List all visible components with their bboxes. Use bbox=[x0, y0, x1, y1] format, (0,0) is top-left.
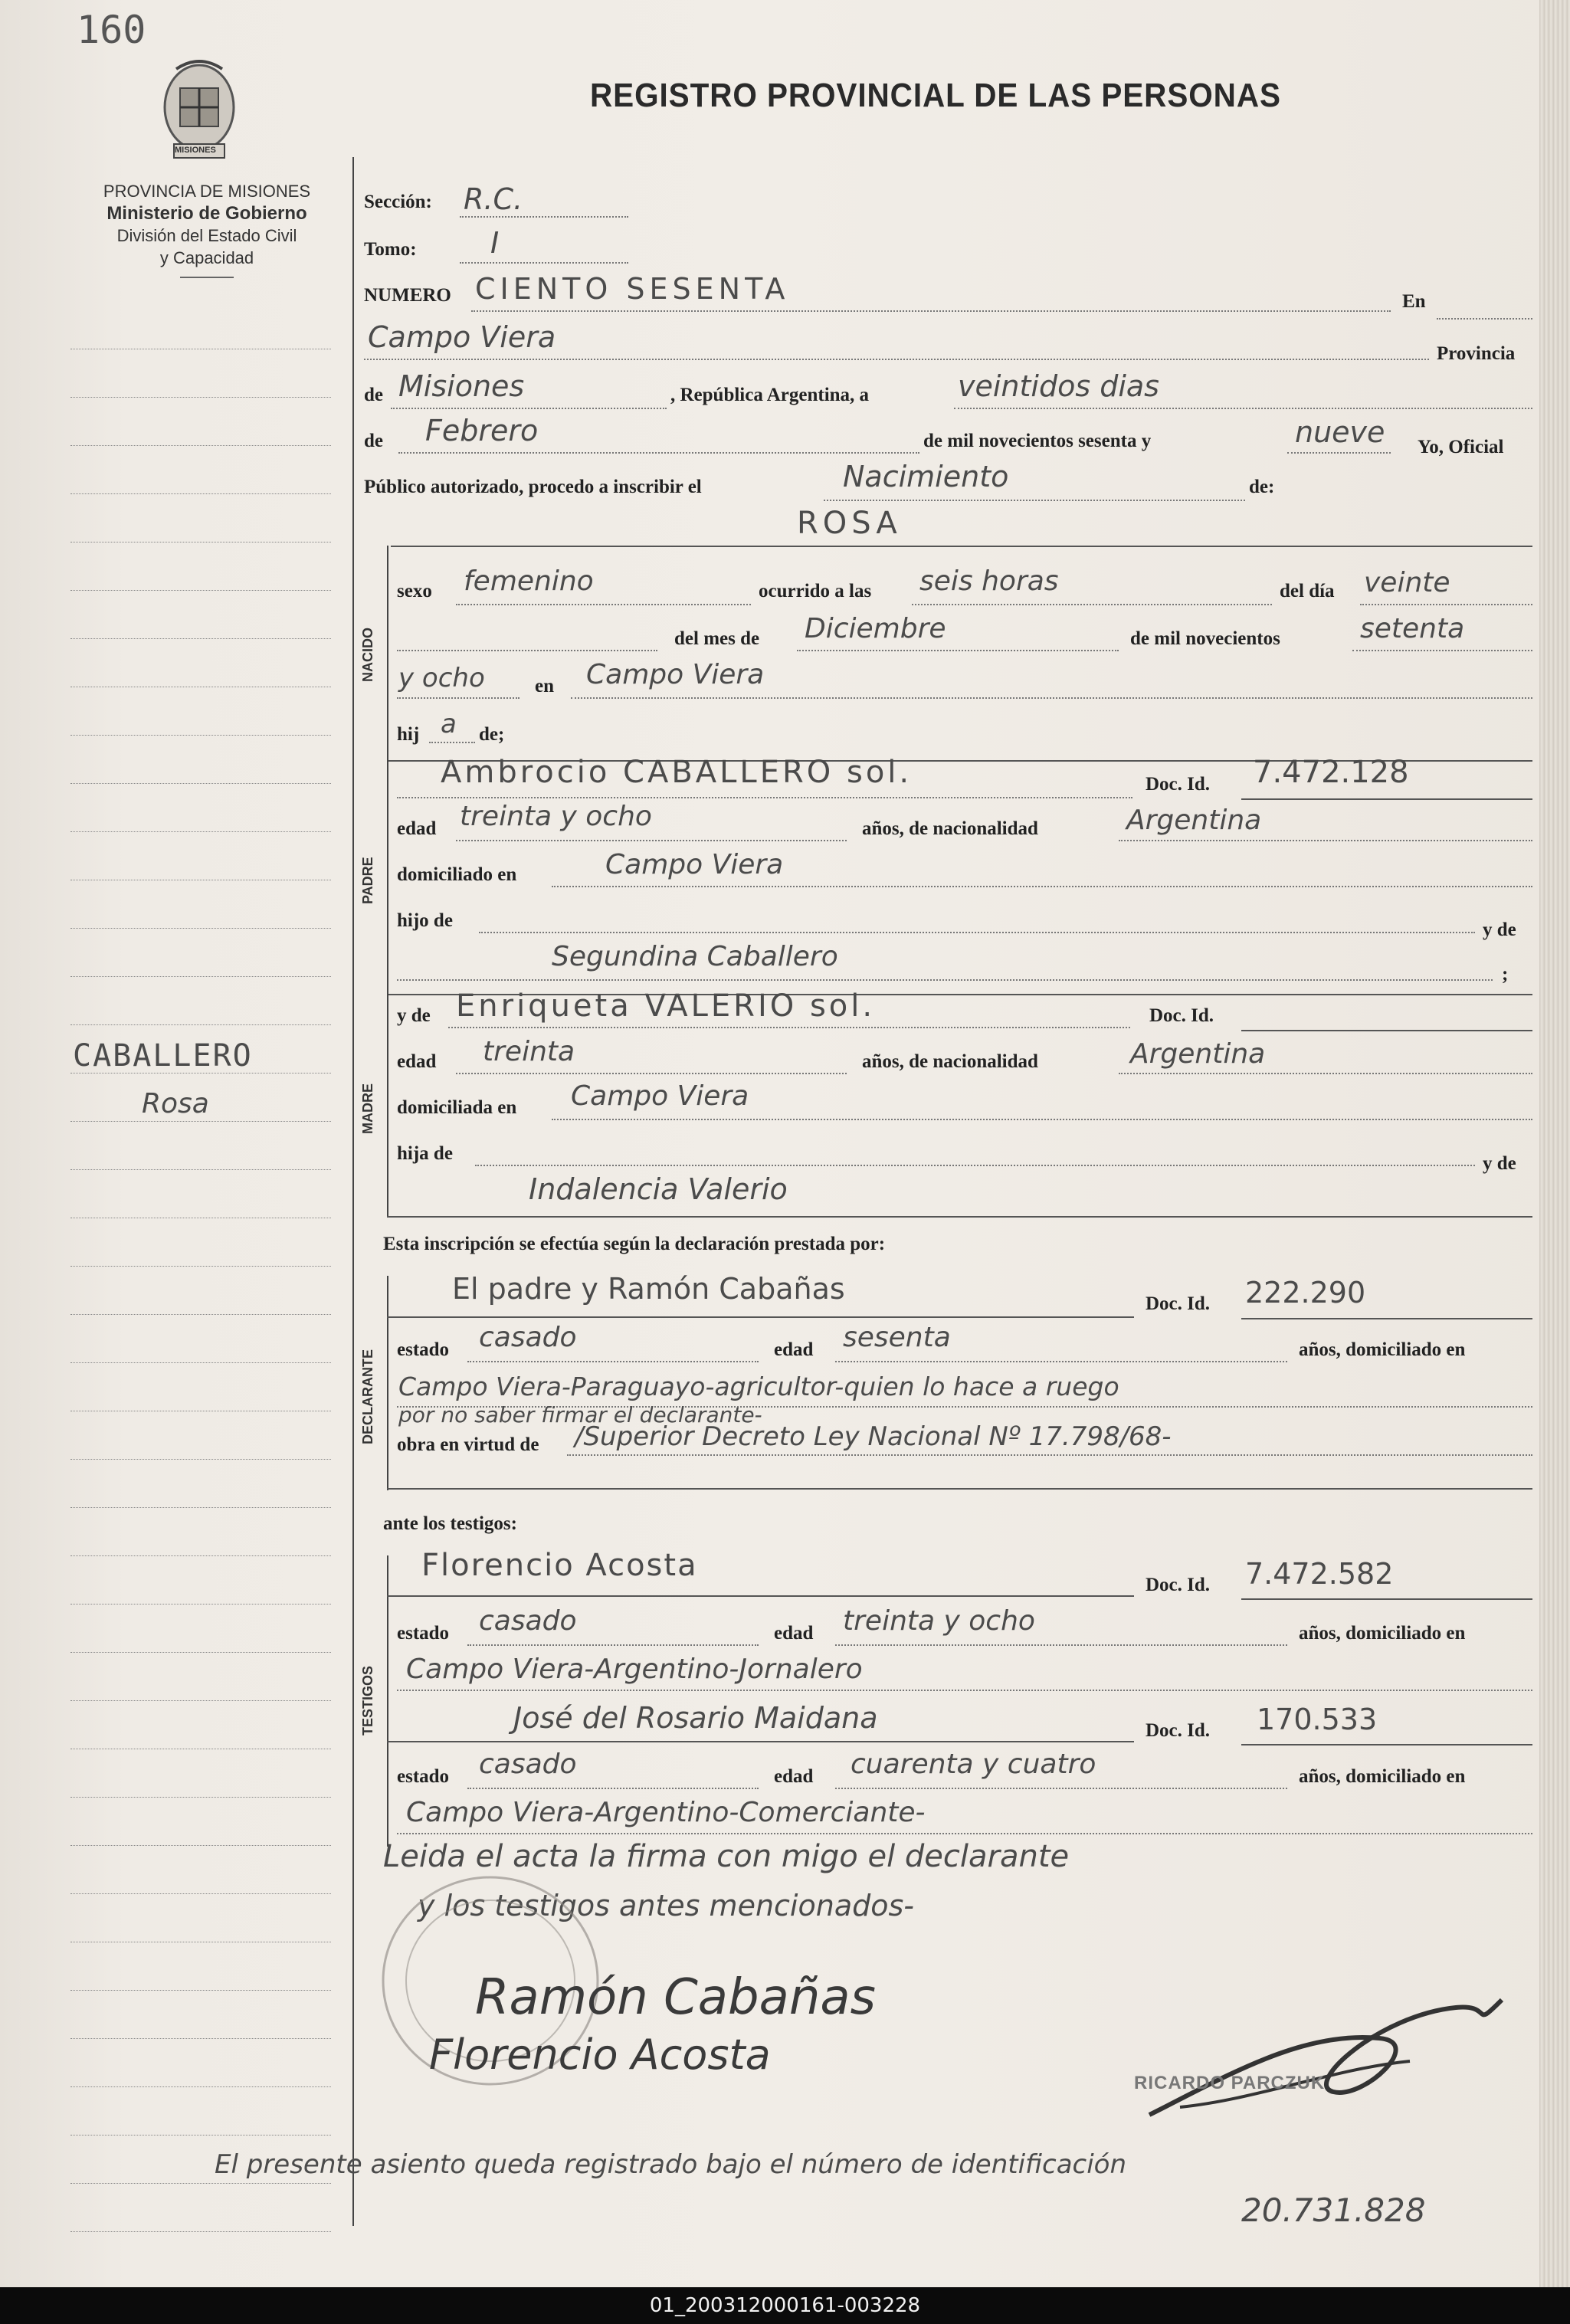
testigo1-doc-value: 7.472.582 bbox=[1245, 1557, 1394, 1591]
provincia-label: Provincia bbox=[1437, 343, 1516, 364]
declarante-dom-value: Campo Viera-Paraguayo-agricultor-quien lo hace a ruego bbox=[398, 1372, 1119, 1401]
margin-rule bbox=[70, 735, 331, 736]
padre-edad-label: edad bbox=[397, 818, 437, 839]
tomo-label: Tomo: bbox=[364, 239, 417, 260]
firma-florencio: Florencio Acosta bbox=[429, 2031, 771, 2079]
margin-rule bbox=[70, 397, 331, 398]
provincia-line bbox=[391, 408, 667, 409]
del-mes-label: del mes de bbox=[674, 628, 760, 649]
testigos-side-label: TESTIGOS bbox=[360, 1665, 375, 1736]
testigo1-edad-label: edad bbox=[774, 1623, 814, 1644]
nacido-side-label: NACIDO bbox=[360, 628, 375, 682]
declarante-estado-line bbox=[467, 1361, 759, 1362]
declarante-side-label: DECLARANTE bbox=[360, 1349, 375, 1444]
padre-nac-value: Argentina bbox=[1126, 805, 1262, 836]
lugar-nac-value: Campo Viera bbox=[586, 659, 765, 690]
testigo1-edad-line bbox=[835, 1644, 1287, 1646]
madre-doc-line bbox=[1241, 1030, 1532, 1031]
padre-edad-line bbox=[456, 840, 847, 841]
nota-number: 20.731.828 bbox=[1241, 2191, 1426, 2229]
margin-rule bbox=[70, 2183, 331, 2184]
declarante-dom2-value: por no saber firmar el declarante- bbox=[398, 1402, 762, 1428]
margin-rule bbox=[70, 493, 331, 494]
office-line-2: Ministerio de Gobierno bbox=[107, 203, 307, 224]
page-stack-edge bbox=[1539, 0, 1570, 2287]
padre-semicolon: ; bbox=[1502, 964, 1509, 985]
madre-line bbox=[448, 1027, 1130, 1028]
margin-rule bbox=[70, 590, 331, 591]
madre-nac-value: Argentina bbox=[1130, 1038, 1266, 1070]
anio-nac-line bbox=[1352, 650, 1532, 651]
leida-line-1: Leida el acta la firma con migo el declarante bbox=[383, 1839, 1070, 1874]
declarante-value: El padre y Ramón Cabañas bbox=[452, 1272, 845, 1306]
margin-rule bbox=[70, 2135, 331, 2136]
anio-nac2-value: y ocho bbox=[398, 663, 485, 693]
madre-edad-value: treinta bbox=[483, 1036, 575, 1067]
numero-label: NUMERO bbox=[364, 285, 451, 306]
testigos-bracket bbox=[387, 1555, 388, 1847]
tomo-value: I bbox=[490, 226, 500, 260]
testigo2-dom-line bbox=[397, 1833, 1532, 1834]
margin-rule bbox=[70, 783, 331, 784]
anio-nac2-line bbox=[397, 697, 520, 699]
margin-rule bbox=[70, 638, 331, 639]
margin-rule bbox=[70, 445, 331, 446]
page-title: REGISTRO PROVINCIAL DE LAS PERSONAS bbox=[590, 77, 1281, 114]
margin-rule bbox=[70, 2231, 331, 2232]
declarante-bottom-line bbox=[387, 1488, 1532, 1490]
obra-line bbox=[567, 1454, 1532, 1456]
madre-hija-line bbox=[475, 1165, 1475, 1166]
margin-rule bbox=[70, 1652, 331, 1653]
testigo1-value: Florencio Acosta bbox=[421, 1548, 698, 1583]
margin-rule bbox=[70, 928, 331, 929]
del-dia-label: del día bbox=[1280, 581, 1335, 601]
provincia-value: Misiones bbox=[398, 369, 525, 403]
nacido-line-2a bbox=[397, 650, 657, 651]
testigo1-estado-line bbox=[467, 1644, 759, 1646]
dia-nac-value: veinte bbox=[1364, 567, 1450, 598]
hijo-letra-value: a bbox=[441, 709, 457, 739]
testigo1-estado-label: estado bbox=[397, 1623, 450, 1644]
lugar-value: Campo Viera bbox=[368, 320, 556, 354]
hora-line bbox=[912, 604, 1272, 605]
numero-value: CIENTO SESENTA bbox=[475, 272, 790, 306]
declarante-estado-label: estado bbox=[397, 1339, 450, 1360]
nota-text: El presente asiento queda registrado bajo el número de identificación bbox=[215, 2149, 1127, 2180]
officer-signature-icon bbox=[1134, 1985, 1517, 2138]
margin-rule bbox=[70, 1314, 331, 1315]
madre-y-de-label: y de bbox=[397, 1005, 431, 1026]
testigo2-edad-label: edad bbox=[774, 1766, 814, 1787]
margin-rule bbox=[70, 1024, 331, 1025]
testigo1-doc-label: Doc. Id. bbox=[1146, 1575, 1211, 1595]
seccion-label: Sección: bbox=[364, 192, 432, 212]
de-label-2: de bbox=[364, 431, 383, 451]
seal-label: MISIONES bbox=[175, 146, 216, 155]
acto-line bbox=[824, 500, 1245, 501]
margin-rule bbox=[70, 1121, 331, 1122]
testigo1-line bbox=[387, 1595, 1134, 1597]
testigo2-doc-value: 170.533 bbox=[1257, 1703, 1378, 1736]
de-semi-label: de; bbox=[479, 724, 505, 745]
margin-rule bbox=[70, 831, 331, 832]
sexo-line bbox=[456, 604, 751, 605]
yo-oficial-label: Yo, Oficial bbox=[1418, 437, 1504, 457]
page-number: 160 bbox=[77, 8, 146, 52]
madre-hija-label: hija de bbox=[397, 1143, 453, 1164]
nacido-bracket bbox=[387, 546, 388, 760]
numero-line bbox=[471, 310, 1391, 312]
testigo2-dom-value: Campo Viera-Argentino-Comerciante- bbox=[406, 1797, 926, 1828]
margin-rule bbox=[70, 1169, 331, 1170]
declarante-edad-line bbox=[835, 1361, 1287, 1362]
testigo2-doc-line bbox=[1241, 1744, 1532, 1745]
en-line bbox=[1437, 318, 1532, 320]
testigo2-estado-label: estado bbox=[397, 1766, 450, 1787]
padre-value: Ambrocio CABALLERO sol. bbox=[441, 755, 913, 790]
madre-dom-label: domiciliada en bbox=[397, 1097, 517, 1118]
margin-rule bbox=[70, 1459, 331, 1460]
padre-edad-value: treinta y ocho bbox=[460, 801, 652, 832]
main-frame-line bbox=[352, 157, 354, 2226]
testigo2-estado-line bbox=[467, 1788, 759, 1789]
office-line-4: y Capacidad bbox=[159, 248, 254, 267]
dia-value: veintidos dias bbox=[958, 369, 1159, 403]
firma-ramon: Ramón Cabañas bbox=[475, 1969, 876, 2026]
madre-bracket bbox=[387, 994, 388, 1216]
margin-rule bbox=[70, 1990, 331, 1991]
padre-line bbox=[397, 797, 1132, 798]
de-label-1: de bbox=[364, 385, 383, 405]
acto-value: Nacimiento bbox=[843, 460, 1009, 493]
margin-rule bbox=[70, 1700, 331, 1701]
hij-label: hij bbox=[397, 724, 420, 745]
madre-dom-line bbox=[552, 1119, 1532, 1120]
padre-side-label: PADRE bbox=[360, 857, 375, 904]
dia-line bbox=[954, 408, 1532, 409]
padre-anos-label: años, de nacionalidad bbox=[862, 818, 1038, 839]
testigo1-doc-line bbox=[1241, 1598, 1532, 1600]
office-block bbox=[61, 180, 352, 278]
margin-rule bbox=[70, 1604, 331, 1605]
de-colon-label: de: bbox=[1249, 477, 1275, 497]
declarante-line bbox=[387, 1316, 1134, 1318]
nombre-line bbox=[391, 546, 1532, 547]
margin-rule bbox=[70, 1797, 331, 1798]
testigo2-edad-line bbox=[835, 1788, 1287, 1789]
seccion-value: R.C. bbox=[464, 182, 523, 216]
testigo2-line bbox=[387, 1741, 1134, 1742]
testigo1-edad-value: treinta y ocho bbox=[843, 1605, 1035, 1637]
madre-value: Enriqueta VALERIO sol. bbox=[456, 988, 876, 1024]
inscripcion-label: Esta inscripción se efectúa según la declaración prestada por: bbox=[383, 1234, 886, 1254]
margin-rule bbox=[70, 1507, 331, 1508]
padre-bracket bbox=[387, 760, 388, 994]
padre-abuela-value: Segundina Caballero bbox=[552, 941, 838, 972]
office-line-3: División del Estado Civil bbox=[116, 226, 297, 245]
madre-abuela-value: Indalencia Valerio bbox=[529, 1172, 788, 1206]
declarante-doc-label: Doc. Id. bbox=[1146, 1293, 1211, 1314]
ocurrido-label: ocurrido a las bbox=[759, 581, 872, 601]
margin-rule bbox=[70, 1893, 331, 1894]
padre-hijo-label: hijo de bbox=[397, 910, 453, 931]
testigo1-dom-value: Campo Viera-Argentino-Jornalero bbox=[406, 1654, 863, 1685]
hora-value: seis horas bbox=[919, 565, 1059, 597]
mes-value: Febrero bbox=[425, 414, 539, 447]
testigo2-doc-label: Doc. Id. bbox=[1146, 1720, 1211, 1741]
sexo-value: femenino bbox=[464, 565, 594, 597]
padre-abuela-line bbox=[397, 979, 1493, 981]
testigo2-value: José del Rosario Maidana bbox=[513, 1701, 878, 1735]
margin-rule bbox=[70, 1555, 331, 1556]
madre-nac-line bbox=[1119, 1073, 1532, 1074]
margin-rule bbox=[70, 2086, 331, 2087]
declarante-doc-line bbox=[1241, 1318, 1532, 1319]
declarante-bracket bbox=[387, 1276, 388, 1490]
en2-label: en bbox=[535, 676, 554, 697]
padre-dom-label: domiciliado en bbox=[397, 864, 517, 885]
declarante-doc-value: 222.290 bbox=[1245, 1276, 1366, 1310]
madre-dom-value: Campo Viera bbox=[571, 1080, 749, 1112]
declarante-anos-label: años, domiciliado en bbox=[1299, 1339, 1466, 1360]
padre-dom-line bbox=[552, 886, 1532, 887]
padre-nac-line bbox=[1119, 840, 1532, 841]
testigo2-anos-label: años, domiciliado en bbox=[1299, 1766, 1466, 1787]
madre-side-label: MADRE bbox=[360, 1083, 375, 1134]
de-mil-nov-label: de mil novecientos bbox=[1130, 628, 1280, 649]
margin-rule bbox=[70, 1845, 331, 1846]
margin-rule bbox=[70, 976, 331, 977]
anio-line bbox=[1287, 452, 1391, 454]
testigo2-edad-value: cuarenta y cuatro bbox=[851, 1749, 1096, 1780]
madre-edad-line bbox=[456, 1073, 847, 1074]
padre-hijo-line bbox=[479, 932, 1475, 933]
margin-rule bbox=[70, 2038, 331, 2039]
declarante-edad-label: edad bbox=[774, 1339, 814, 1360]
sexo-label: sexo bbox=[397, 581, 432, 601]
anio-value: nueve bbox=[1295, 415, 1385, 449]
padre-doc-line bbox=[1241, 798, 1532, 800]
testigo2-estado-value: casado bbox=[479, 1749, 577, 1780]
hij-line bbox=[429, 742, 475, 743]
publico-label: Público autorizado, procedo a inscribir el bbox=[364, 477, 702, 497]
republica-label: , República Argentina, a bbox=[670, 385, 870, 405]
lugar-line bbox=[364, 359, 1429, 360]
obra-value: /Superior Decreto Ley Nacional Nº 17.798/68- bbox=[575, 1421, 1172, 1452]
mes-line bbox=[398, 452, 919, 454]
padre-dom-value: Campo Viera bbox=[605, 849, 784, 880]
testigo1-dom-line bbox=[397, 1690, 1532, 1691]
padre-y-de-label: y de bbox=[1483, 919, 1516, 940]
madre-bottom-line bbox=[387, 1216, 1532, 1218]
testigo1-estado-value: casado bbox=[479, 1605, 577, 1637]
office-line-1: PROVINCIA DE MISIONES bbox=[103, 182, 311, 201]
madre-edad-label: edad bbox=[397, 1051, 437, 1072]
testigo1-anos-label: años, domiciliado en bbox=[1299, 1623, 1466, 1644]
obra-label: obra en virtud de bbox=[397, 1434, 539, 1455]
dia-nac-line bbox=[1360, 604, 1532, 605]
en-label: En bbox=[1402, 291, 1426, 312]
madre-anos-label: años, de nacionalidad bbox=[862, 1051, 1038, 1072]
padre-doc-value: 7.472.128 bbox=[1253, 755, 1409, 790]
de-mil-label: de mil novecientos sesenta y bbox=[923, 431, 1152, 451]
declarante-estado-value: casado bbox=[479, 1322, 577, 1353]
leida-line-2: y los testigos antes mencionados- bbox=[418, 1889, 914, 1922]
margin-name: Rosa bbox=[142, 1088, 209, 1119]
margin-rule bbox=[70, 1362, 331, 1363]
nombre-value: ROSA bbox=[797, 506, 902, 541]
margin-rule bbox=[70, 1266, 331, 1267]
file-caption: 01_200312000161-003228 bbox=[0, 2287, 1570, 2324]
padre-doc-label: Doc. Id. bbox=[1146, 774, 1211, 795]
ante-label: ante los testigos: bbox=[383, 1513, 517, 1534]
margin-surname: CABALLERO bbox=[73, 1038, 253, 1073]
tomo-line bbox=[460, 262, 628, 264]
anio-nac-value: setenta bbox=[1360, 613, 1465, 644]
officer-stamp-text: RICARDO PARCZUK bbox=[1134, 2073, 1326, 2093]
mes-nac-line bbox=[797, 650, 1119, 651]
seccion-line bbox=[460, 216, 628, 218]
declarante-edad-value: sesenta bbox=[843, 1322, 951, 1353]
madre-y-de2-label: y de bbox=[1483, 1153, 1516, 1174]
madre-doc-label: Doc. Id. bbox=[1149, 1005, 1214, 1026]
mes-nac-value: Diciembre bbox=[805, 613, 946, 644]
office-divider bbox=[180, 277, 234, 278]
lugar-nac-line bbox=[571, 697, 1532, 699]
